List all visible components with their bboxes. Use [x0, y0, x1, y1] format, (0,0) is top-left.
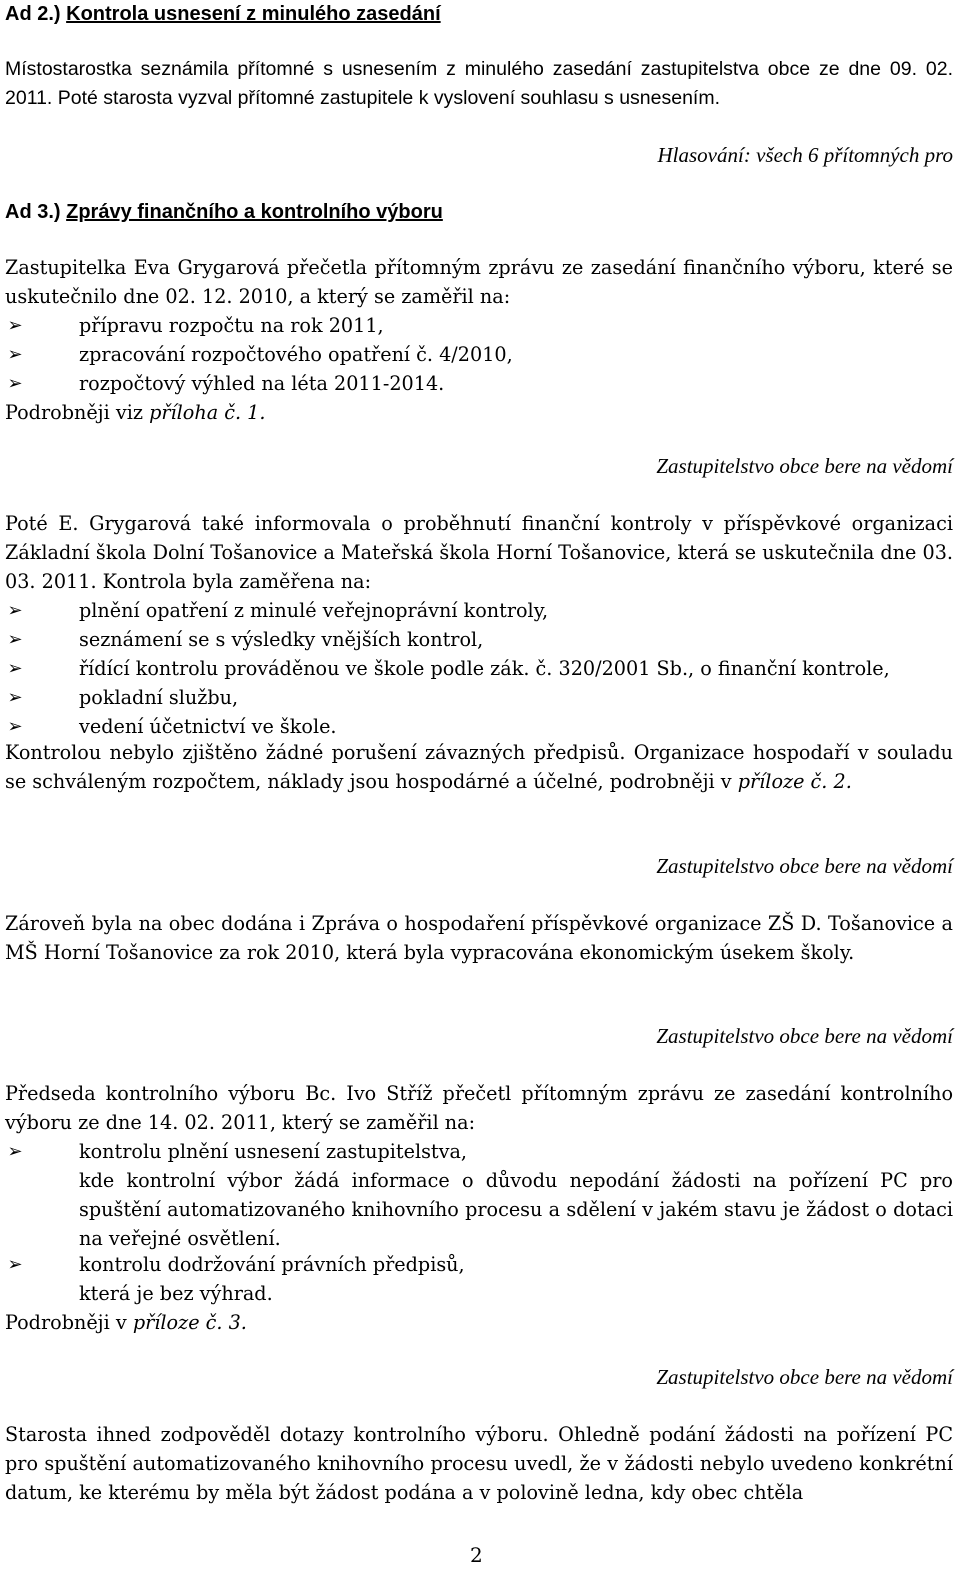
financial-committee-list: [5, 311, 953, 398]
list-item: ➢ kontrolu plnění usnesení zastupitelstva,: [5, 1137, 953, 1166]
acknowledgement-2: Zastupitelstvo obce bere na vědomí: [656, 854, 953, 878]
list-item: ➢ seznámení se s výsledky vnějších kontrol,: [5, 625, 953, 654]
school-audit-paragraph: Poté E. Grygarová také informovala o proběhnutí finanční kontroly v příspěvkové organizaci Základní škola Dolní Tošanovice a Mateřská škola Horní Tošanovice, která se uskutečnila dne 03. 03. 2011. Kontrola byla zaměřena na:: [5, 512, 953, 593]
mayor-response-paragraph: Starosta ihned zodpověděl dotazy kontrolního výboru. Ohledně podání žádosti na pořízení PC pro spuštění automatizovaného knihovního procesu uvedl, že v žádosti nebylo uvedeno konkrétní datum, ke kterému by měla být žádost podána a v polovině ledna, kdy obec chtěla: [5, 1423, 953, 1504]
list-item-continuation: kde kontrolní výbor žádá informace o důvodu nepodání žádosti na pořízení PC pro spuštění automatizovaného knihovního procesu a sdělení v jakém stavu je žádost o dotaci na veřejné osvětlení.: [79, 1169, 953, 1250]
school-report-paragraph: Zároveň byla na obec dodána i Zpráva o hospodaření příspěvkové organizace ZŠ D. Tošanovice a MŠ Horní Tošanovice za rok 2010, která byla vypracována ekonomickým úsekem školy.: [5, 912, 953, 964]
list-item: ➢ kontrolu dodržování právních předpisů,: [5, 1250, 953, 1279]
list-item: ➢ přípravu rozpočtu na rok 2011,: [5, 311, 953, 340]
section-2-heading: [5, 0, 441, 28]
list-item-continuation: která je bez výhrad.: [79, 1282, 273, 1305]
list-item: ➢ rozpočtový výhled na léta 2011-2014.: [5, 369, 953, 398]
list-item: ➢ řídící kontrolu prováděnou ve škole podle zák. č. 320/2001 Sb., o finanční kontrole,: [5, 654, 953, 683]
audit-result-paragraph: Kontrolou nebylo zjištěno žádné porušení závazných předpisů. Organizace hospodaří v souladu se schváleným rozpočtem, náklady jsou hospodárné a účelné, podrobněji v příloze č. 2.: [5, 741, 953, 793]
control-committee-paragraph: Předseda kontrolního výboru Bc. Ivo Stříž přečetl přítomným zprávu ze zasedání kontrolního výboru ze dne 14. 02. 2011, který se zaměřil na:: [5, 1082, 953, 1134]
arrow-bullet-icon: ➢: [7, 344, 23, 365]
section-3-number: Ad 3.): [5, 201, 61, 223]
vote-result: Hlasování: všech 6 přítomných pro: [657, 143, 953, 167]
page-number: 2: [470, 1543, 483, 1567]
section-3-heading: [5, 198, 443, 226]
arrow-bullet-icon: ➢: [7, 687, 23, 708]
arrow-bullet-icon: ➢: [7, 716, 23, 737]
list-item: ➢ pokladní službu,: [5, 683, 953, 712]
control-committee-list: [5, 1137, 953, 1166]
school-audit-list: [5, 596, 953, 741]
arrow-bullet-icon: ➢: [7, 1141, 23, 1162]
control-committee-list-2: [5, 1250, 953, 1279]
acknowledgement-3: Zastupitelstvo obce bere na vědomí: [656, 1024, 953, 1048]
list-item: ➢ plnění opatření z minulé veřejnoprávní kontroly,: [5, 596, 953, 625]
list-item: ➢ vedení účetnictví ve škole.: [5, 712, 953, 741]
attachment-reference-1: Podrobněji viz příloha č. 1.: [5, 401, 266, 424]
financial-committee-paragraph: Zastupitelka Eva Grygarová přečetla přítomným zprávu ze zasedání finančního výboru, které se uskutečnilo dne 02. 12. 2010, a který se zaměřil na:: [5, 256, 953, 308]
arrow-bullet-icon: ➢: [7, 600, 23, 621]
section-2-number: Ad 2.): [5, 3, 61, 25]
arrow-bullet-icon: ➢: [7, 658, 23, 679]
section-2-title: Kontrola usnesení z minulého zasedání: [66, 3, 441, 25]
list-item: ➢ zpracování rozpočtového opatření č. 4/2010,: [5, 340, 953, 369]
section-3-title: Zprávy finančního a kontrolního výboru: [66, 201, 443, 223]
arrow-bullet-icon: ➢: [7, 315, 23, 336]
arrow-bullet-icon: ➢: [7, 629, 23, 650]
acknowledgement-1: Zastupitelstvo obce bere na vědomí: [656, 454, 953, 478]
acknowledgement-4: Zastupitelstvo obce bere na vědomí: [656, 1365, 953, 1389]
section-2-paragraph: Místostarostka seznámila přítomné s usnesením z minulého zasedání zastupitelstva obce ze dne 09. 02. 2011. Poté starosta vyzval přítomné zastupitele k vyslovení souhlasu s usnesením.: [5, 58, 953, 109]
arrow-bullet-icon: ➢: [7, 1254, 23, 1275]
arrow-bullet-icon: ➢: [7, 373, 23, 394]
attachment-reference-3: Podrobněji v příloze č. 3.: [5, 1311, 247, 1334]
